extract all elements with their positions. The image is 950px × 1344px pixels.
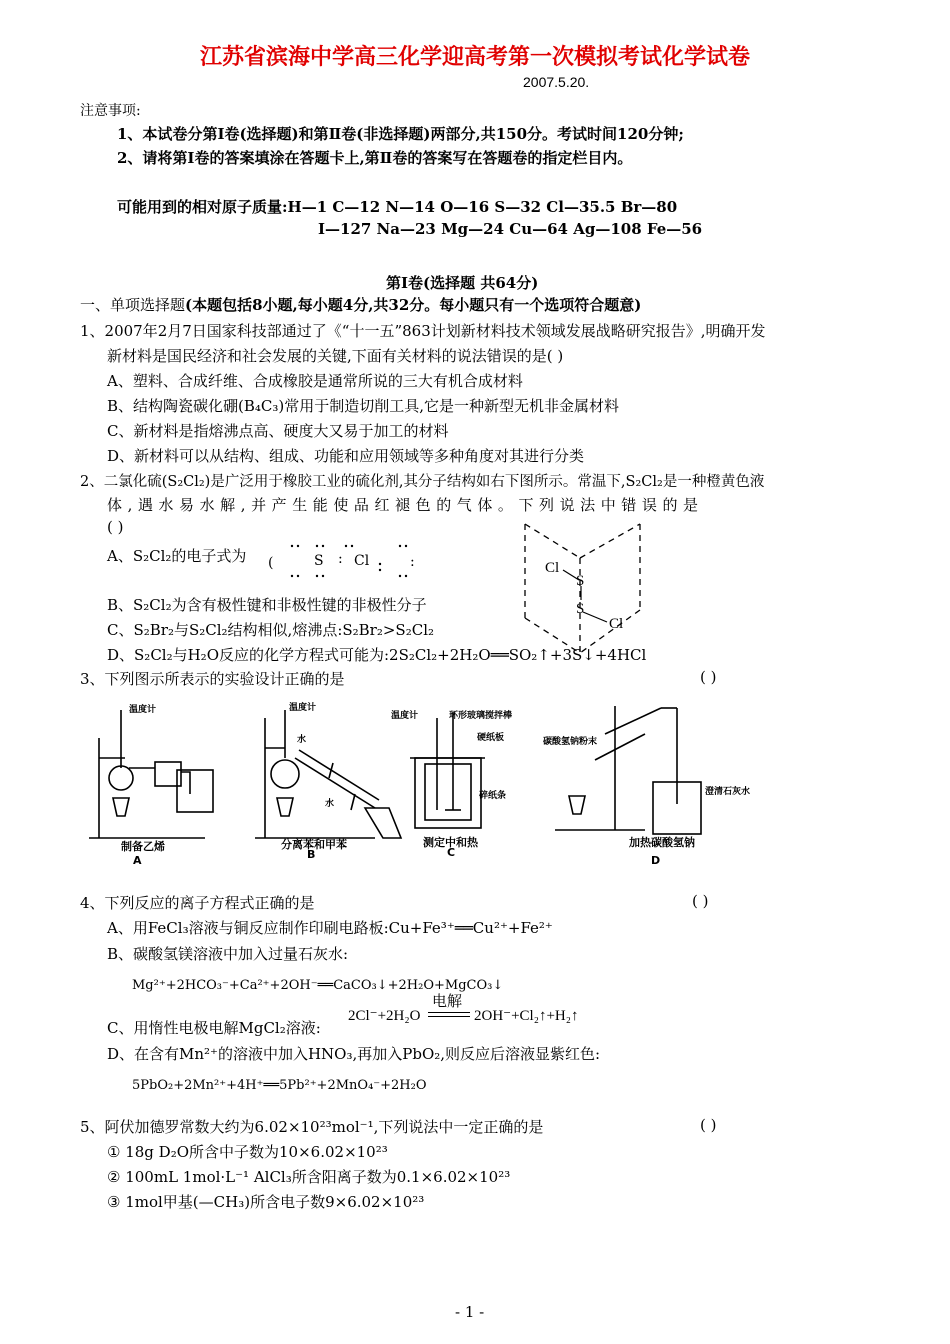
svg-text:S: S (314, 553, 324, 569)
figC-paper-label: 碎纸条 (479, 791, 507, 801)
q4-option-b: B、碳酸氢镁溶液中加入过量石灰水: (107, 945, 349, 963)
figC-thermometer-label: 温度计 (391, 711, 419, 721)
q3-apparatus-figures (85, 698, 765, 870)
q4-option-c: C、用惰性电极电解MgCl₂溶液: (107, 1019, 321, 1037)
figD-powder-label: 碳酸氢钠粉末 (543, 737, 598, 747)
q2-option-b: B、S₂Cl₂为含有极性键和非极性键的非极性分子 (107, 596, 427, 614)
q2-option-d: D、S₂Cl₂与H₂O反应的化学方程式可能为:2S₂Cl₂+2H₂O══SO₂↑+3S↓+4HCl (107, 646, 647, 664)
q2-stem-3: ( ) (107, 518, 124, 536)
atomic-mass-line-1: 可能用到的相对原子质量:H—1 C—12 N—14 O—16 S—32 Cl—35.5 Br—80 (117, 198, 678, 216)
struct-cl-2: Cl (609, 616, 624, 632)
figC-caption: 测定中和热 (423, 836, 478, 849)
q5-item-3: ③ 1mol甲基(—CH₃)所含电子数9×6.02×10²³ (107, 1193, 425, 1211)
exam-title: 江苏省滨海中学高三化学迎高考第一次模拟考试化学试卷 (199, 44, 750, 70)
q2-stem-2: 体 , 遇 水 易 水 解 , 并 产 生 能 使 品 红 褪 色 的 气 体 。 下 列 说 法 中 错 误 的 是 (107, 496, 699, 514)
struct-s-1: S (576, 573, 585, 589)
figB-caption: 分离苯和甲苯 (281, 838, 347, 851)
q2-stem-1: 2、二氯化硫(S₂Cl₂)是广泛用于橡胶工业的硫化剂,其分子结构如右下图所示。常温下,S₂Cl₂是一种橙黄色液 (80, 474, 765, 490)
svg-text::: : (338, 551, 343, 567)
figA-caption: 制备乙烯 (121, 840, 165, 853)
q1-stem-2: 新材料是国民经济和社会发展的关键,下面有关材料的说法错误的是( ) (107, 347, 564, 365)
q5-item-1: ① 18g D₂O所含中子数为10×6.02×10²³ (107, 1143, 388, 1161)
section1-label: 一、单项选择题 (80, 296, 186, 314)
struct-s-2: S (576, 601, 585, 617)
figC-cardboard-label: 硬纸板 (477, 733, 505, 743)
svg-text:(: ( (268, 555, 274, 571)
q5-answer-paren: ( ) (700, 1116, 717, 1134)
s2cl2-structure-diagram (515, 518, 645, 658)
q1-option-d: D、新材料可以从结构、组成、功能和应用领域等多种角度对其进行分类 (107, 447, 585, 465)
figA-thermometer-label: 温度计 (129, 705, 157, 715)
svg-text:Cl: Cl (354, 553, 370, 569)
q4-option-d: D、在含有Mn²⁺的溶液中加入HNO₃,再加入PbO₂,则反应后溶液显紫红色: (107, 1045, 601, 1063)
svg-text::: : (410, 554, 415, 570)
electron-dot-formula (262, 536, 442, 582)
figD-caption: 加热碳酸氢钠 (629, 836, 695, 849)
q5-item-2: ② 100mL 1mol·L⁻¹ AlCl₃所含阳离子数为0.1×6.02×10²³ (107, 1168, 511, 1186)
page-number: - 1 - (455, 1303, 485, 1321)
notice-item-2: 2、请将第Ⅰ卷的答案填涂在答题卡上,第Ⅱ卷的答案写在答题卷的指定栏目内。 (117, 149, 633, 167)
q1-stem-1: 1、2007年2月7日国家科技部通过了《“十一五”863计划新材料技术领域发展战略研究报告》,明确开发 (80, 322, 766, 340)
q2-option-c: C、S₂Br₂与S₂Cl₂结构相似,熔沸点:S₂Br₂>S₂Cl₂ (107, 621, 435, 639)
struct-cl-1: Cl (545, 560, 560, 576)
notice-heading: 注意事项: (80, 103, 141, 119)
figC-stirrer-label: 环形玻璃搅拌棒 (449, 711, 513, 721)
q1-option-a: A、塑料、合成纤维、合成橡胶是通常所说的三大有机合成材料 (107, 372, 523, 390)
q3-stem: 3、下列图示所表示的实验设计正确的是 (80, 670, 345, 688)
notice-item-1: 1、本试卷分第Ⅰ卷(选择题)和第Ⅱ卷(非选择题)两部分,共150分。考试时间120分钟; (117, 125, 684, 143)
figB-thermometer-label: 温度计 (289, 703, 317, 713)
q1-option-b: B、结构陶瓷碳化硼(B₄C₃)常用于制造切削工具,它是一种新型无机非金属材料 (107, 397, 620, 415)
section1-desc: (本题包括8小题,每小题4分,共32分。每小题只有一个选项符合题意) (185, 296, 642, 314)
q4-option-d-equation: 5PbO₂+2Mn²⁺+4H⁺══5Pb²⁺+2MnO₄⁻+2H₂O (132, 1078, 427, 1093)
q5-stem: 5、阿伏加德罗常数大约为6.02×10²³mol⁻¹,下列说法中一定正确的是 (80, 1118, 544, 1136)
section1-heading (80, 294, 641, 315)
figA-letter: A (133, 854, 142, 867)
atomic-mass-line-2: I—127 Na—23 Mg—24 Cu—64 Ag—108 Fe—56 (318, 220, 703, 238)
q2-option-a: A、S₂Cl₂的电子式为 (107, 547, 247, 565)
part1-title: 第Ⅰ卷(选择题 共64分) (386, 274, 539, 292)
q4-option-a: A、用FeCl₃溶液与铜反应制作印刷电路板:Cu+Fe³⁺══Cu²⁺+Fe²⁺ (107, 919, 553, 937)
q4-answer-paren: ( ) (692, 892, 709, 910)
c-eq-left: 2Cl⁻+2H₂O (348, 1008, 421, 1024)
figD-letter: D (651, 854, 661, 867)
c-eq-right: 2OH⁻+Cl₂↑+H₂↑ (474, 1008, 579, 1024)
q3-answer-paren: ( ) (700, 668, 717, 686)
q4-stem: 4、下列反应的离子方程式正确的是 (80, 894, 315, 912)
figD-limewater-label: 澄清石灰水 (705, 787, 751, 797)
figB-letter: B (307, 848, 316, 861)
exam-date: 2007.5.20. (523, 74, 590, 90)
q1-option-c: C、新材料是指熔沸点高、硬度大又易于加工的材料 (107, 422, 449, 440)
figB-water-in-label: 水 (297, 735, 307, 745)
c-eq-condition: 电解 (432, 994, 463, 1010)
q4-option-b-equation: Mg²⁺+2HCO₃⁻+Ca²⁺+2OH⁻══CaCO₃↓+2H₂O+MgCO₃↓ (132, 978, 504, 993)
figC-letter: C (447, 846, 456, 859)
figB-water-out-label: 水 (325, 799, 335, 809)
